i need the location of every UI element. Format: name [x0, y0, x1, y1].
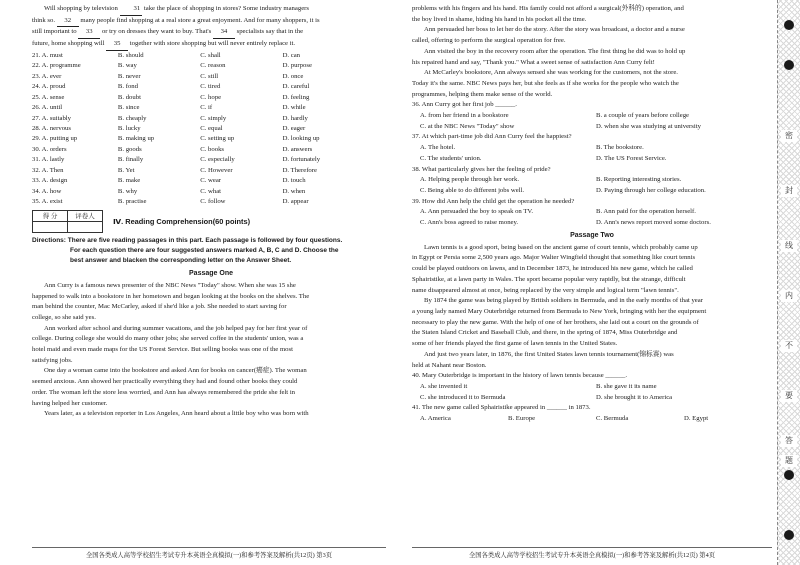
option-choice: C. books: [200, 145, 225, 153]
answer-choice: D. Paying through her college education.: [596, 186, 706, 194]
question-stem: 37. At which part-time job did Ann Curry feel the happiest?: [412, 133, 572, 141]
cloze-line: Will shopping by television 31 take the place of shopping in stores? Some industry managers: [32, 4, 390, 16]
passage-line: Ann visited the boy in the recovery room after the operation. The first thing he did was to hold up: [424, 47, 686, 55]
option-choice: C. what: [200, 187, 222, 195]
option-row: [32, 82, 390, 92]
option-choice: C. especially: [200, 156, 235, 164]
option-choice: C. setting up: [200, 135, 235, 143]
option-row: [32, 61, 390, 71]
passage-line: seemed anxious. Ann showed her practically everything they had and found other books they could: [32, 378, 298, 386]
answer-row: [412, 186, 772, 197]
option-choice: B. goods: [117, 145, 142, 153]
option-choice: B. fond: [117, 83, 138, 91]
option-choice: 23. A. ever: [32, 72, 62, 80]
passage-line: a young lady named Mary Outerbridge returned from Bermuda to New York, bringing with her the equipment: [412, 307, 707, 315]
passage-line: could be played outdoors on lawns, and in December 1873, he introduced his new game, which he called: [412, 265, 693, 273]
option-choice: B. finally: [117, 156, 144, 164]
option-choice: C. However: [200, 166, 233, 174]
cloze-options: [32, 51, 390, 208]
option-choice: D. can: [282, 51, 301, 59]
score-table: [32, 210, 103, 233]
option-choice: B. cheaply: [117, 114, 147, 122]
option-choice: D. while: [282, 104, 306, 112]
directions: [32, 236, 390, 267]
answer-choice: D. The US Forest Service.: [596, 154, 667, 162]
option-choice: 34. A. how: [32, 187, 62, 195]
question-stem: 40. Mary Outerbridge is important in the history of lawn tennis because ______.: [412, 372, 628, 380]
seal-char: 不: [781, 340, 797, 352]
option-row: [32, 145, 390, 155]
passage-one-continued: [412, 4, 772, 100]
option-choice: B. Yet: [117, 166, 135, 174]
option-choice: D. Therefore: [282, 166, 317, 174]
option-choice: 29. A. putting up: [32, 135, 78, 143]
answer-choice: D. she brought it to America: [596, 393, 673, 401]
cloze-line: still important to 33 or try on dresses they want to buy. That's 34 specialists say that in the: [32, 27, 390, 39]
option-choice: 32. A. Then: [32, 166, 64, 174]
answer-choice: B. The bookstore.: [596, 144, 644, 152]
answer-choice: C. Being able to do different jobs well.: [420, 186, 525, 194]
option-choice: C. follow: [200, 198, 226, 206]
passage-line: One day a woman came into the bookstore and asked Ann for books on cancer(癌症). The woman: [44, 367, 307, 375]
passage-line: At McCarley's bookstore, Ann always sensed she was working for the customers, not the store.: [424, 69, 678, 77]
passage-line: in Egypt or Persia some 2,500 years ago. Major Walter Wingfield thought that something like court tennis: [412, 254, 696, 262]
passage-line: man behind the counter, Mac McCarley, asked if she'd like a job. She needed to start saving for: [32, 303, 287, 311]
option-choice: 26. A. until: [32, 104, 63, 112]
seal-char: 答: [781, 435, 797, 447]
option-choice: 21. A. must: [32, 51, 63, 59]
question-stem: 41. The new game called Sphairistike appeared in ______ in 1873.: [412, 404, 591, 412]
option-choice: C. hope: [200, 93, 222, 101]
option-choice: 22. A. programme: [32, 62, 81, 70]
option-choice: B. doubt: [117, 93, 141, 101]
answer-row: [412, 111, 772, 122]
option-row: [32, 124, 390, 134]
option-row: [32, 93, 390, 103]
question-stem: 36. Ann Curry got her first job ______.: [412, 101, 517, 109]
directions-line: Directions: There are five reading passages in this part. Each passage is followed by four questions.: [32, 236, 343, 244]
passage-line: By 1874 the game was being played by British soldiers in Bermuda, and in the early months of that year: [424, 297, 703, 305]
answer-choice: C. at the NBC News "Today" show: [420, 122, 515, 130]
seal-dot: [784, 530, 794, 540]
answer-row: [412, 382, 772, 393]
seal-char: 密: [781, 130, 797, 142]
option-choice: 30. A. orders: [32, 145, 67, 153]
option-row: [32, 103, 390, 113]
cloze-blank: 35: [106, 39, 128, 51]
answer-choice: D. Egypt: [684, 415, 709, 423]
passage-line: having helped her customer.: [32, 399, 108, 407]
cloze-line: future, home shopping will 35 together with store shopping but will never entirely replace it.: [32, 39, 390, 51]
page-footer-left: 全国各类成人高等学校招生考试专升本英语全真模拟(一)和参考答案及解析(共12页) 第3页: [32, 547, 386, 559]
cloze-blank: 32: [57, 16, 79, 28]
answer-choice: D. when she was studying at university: [596, 122, 701, 130]
score-box-row: [32, 210, 390, 233]
option-choice: 27. A. suitably: [32, 114, 72, 122]
passage-line: Ann Curry is a famous news presenter of the NBC News "Today" show. When she was 15 she: [44, 281, 296, 289]
option-choice: B. lucky: [117, 124, 141, 132]
seal-char: 线: [781, 240, 797, 252]
cloze-line: think so. 32 many people find shopping at a real store a great enjoyment. And for many shoppers, it is: [32, 16, 390, 28]
option-choice: 28. A. nervous: [32, 124, 72, 132]
score-cell: [33, 221, 68, 232]
seal-char: 要: [781, 390, 797, 402]
option-choice: D. answers: [282, 145, 313, 153]
seal-dot: [784, 20, 794, 30]
answer-row: [412, 154, 772, 165]
option-choice: C. shall: [200, 51, 221, 59]
seal-char: 内: [781, 290, 797, 302]
option-choice: C. wear: [200, 177, 222, 185]
answer-choice: B. a couple of years before college: [596, 112, 690, 120]
seal-dot: [784, 470, 794, 480]
option-choice: D. looking up: [282, 135, 320, 143]
answer-choice: A. America: [420, 415, 451, 423]
passage-line: happened to walk into a bookstore in her hometown and began looking at the books on the shelves. The: [32, 292, 310, 300]
option-choice: 31. A. lastly: [32, 156, 65, 164]
option-choice: D. hardly: [282, 114, 308, 122]
passage-line: problems with his fingers and his hand. His family could not afford a surgical(外科的) operation, and: [412, 5, 684, 12]
option-choice: 33. A. design: [32, 177, 68, 185]
questions-36-39: [412, 100, 772, 228]
passage-line: order. The woman left the store less worried, and Ann has always remembered the pride she felt in: [32, 388, 296, 396]
option-choice: B. should: [117, 51, 144, 59]
option-choice: D. once: [282, 72, 304, 80]
answer-row: [412, 122, 772, 133]
option-row: [32, 134, 390, 144]
answer-row: [412, 393, 772, 404]
answer-choice: C. Bermuda: [596, 415, 629, 423]
passage-line: held at Nahant near Boston.: [412, 361, 487, 369]
passage-line: satisfying jobs.: [32, 356, 73, 364]
seal-char: 题: [781, 455, 797, 467]
marker-label: 评卷人: [68, 210, 103, 221]
option-row: [32, 176, 390, 186]
option-choice: 25. A. sense: [32, 93, 65, 101]
option-choice: D. purpose: [282, 62, 312, 70]
right-page: [400, 0, 778, 565]
seal-line-strip: [777, 0, 800, 565]
passage-line: name disappeared almost at once, being replaced by the very simple and logical term "lawn tennis".: [412, 286, 679, 294]
answer-choice: C. The students' union.: [420, 154, 482, 162]
option-row: [32, 166, 390, 176]
option-row: [32, 197, 390, 207]
passage-line: the Staten Island Cricket and Baseball Club, and there, in the spring of 1874, Miss Outerbridge and: [412, 329, 678, 337]
answer-row: [412, 143, 772, 154]
answer-row: [412, 414, 772, 425]
passage-two-title: Passage Two: [570, 231, 614, 239]
passage-line: Ann worked after school and during summer vacations, and the job helped pay for her first year of: [44, 324, 308, 332]
answer-choice: B. Ann paid for the operation herself.: [596, 208, 696, 216]
answer-row: [412, 207, 772, 218]
questions-40-41: [412, 371, 772, 425]
section-title: Ⅳ. Reading Comprehension(60 points): [113, 216, 251, 226]
option-choice: B. making up: [117, 135, 155, 143]
seal-char: 封: [781, 185, 797, 197]
passage-line: Today it's the same. NBC News pays her, but she feels as if she works for the people who watch the: [412, 79, 679, 87]
option-choice: D. fortunately: [282, 156, 321, 164]
option-row: [32, 114, 390, 124]
passage-one-title: Passage One: [189, 269, 233, 277]
passage-line: Sphairistike, at a lawn party in Wales. The sport became popular very rapidly, but the strange, difficult: [412, 275, 686, 283]
question-stem: 38. What particularly gives her the feeling of pride?: [412, 165, 551, 173]
answer-choice: D. Ann's news report moved some doctors.: [596, 219, 711, 227]
option-choice: D. touch: [282, 177, 306, 185]
answer-choice: C. Ann's boss agreed to raise money.: [420, 219, 519, 227]
answer-choice: B. she gave it its name: [596, 382, 657, 390]
option-choice: D. feeling: [282, 93, 310, 101]
option-choice: D. appear: [282, 198, 309, 206]
passage-line: necessary to play the new game. With the help of one of her brothers, she laid out a court on the grounds of: [412, 318, 699, 326]
passage-line: Ann persuaded her boss to let her do the story. After the story was broadcast, a doctor and a nurse: [424, 26, 685, 34]
passage-line: Lawn tennis is a good sport, being based on the ancient game of court tennis, which probably came up: [424, 243, 698, 251]
passage-line: some of her friends played the first game of lawn tennis in the United States.: [412, 340, 618, 348]
cloze-blank: 34: [213, 27, 235, 39]
passage-line: college. During college she would do many other jobs; she served coffee in the students' union, was a: [32, 335, 304, 343]
option-choice: B. never: [117, 72, 141, 80]
seal-dot: [784, 60, 794, 70]
directions-line: best answer and blacken the corresponding letter on the Answer Sheet.: [70, 257, 292, 265]
answer-choice: B. Europe: [508, 415, 536, 423]
option-choice: C. if: [200, 104, 213, 112]
answer-choice: A. The hotel.: [420, 144, 456, 152]
cloze-blank: 31: [120, 4, 143, 16]
option-choice: D. eager: [282, 124, 306, 132]
option-choice: C. equal: [200, 124, 223, 132]
directions-line: For each question there are four suggested answers marked A, B, C and D. Choose the: [70, 247, 339, 255]
answer-row: [412, 218, 772, 229]
option-choice: 24. A. proud: [32, 83, 66, 91]
option-choice: B. why: [117, 187, 138, 195]
option-choice: C. tired: [200, 83, 221, 91]
page-footer-right: 全国各类成人高等学校招生考试专升本英语全真模拟(一)和参考答案及解析(共12页) 第4页: [412, 547, 772, 559]
answer-choice: A. from her friend in a bookstore: [420, 112, 509, 120]
passage-line: his repaired hand and say, "Thank you." What a sweet sense of satisfaction Ann Curry felt!: [412, 58, 655, 66]
passage-one-text: [32, 281, 390, 420]
answer-choice: A. Ann persuaded the boy to speak on TV.: [420, 208, 534, 216]
passage-line: the boy lived in shame, hiding his hand in his pocket all the time.: [412, 15, 587, 23]
answer-row: [412, 175, 772, 186]
answer-choice: A. she invented it: [420, 382, 468, 390]
option-choice: C. still: [200, 72, 219, 80]
option-choice: B. way: [117, 62, 137, 70]
passage-line: And just two years later, in 1876, the first United States lawn tennis tournament(锦标赛) was: [424, 350, 674, 358]
option-choice: B. make: [117, 177, 141, 185]
option-choice: B. since: [117, 104, 140, 112]
option-row: [32, 51, 390, 61]
option-row: [32, 72, 390, 82]
passage-line: hotel maid and even made maps for the US Forest Service. But selling books was one of the most: [32, 346, 293, 354]
passage-line: college, so she said yes.: [32, 313, 96, 321]
option-choice: D. when: [282, 187, 306, 195]
option-choice: D. careful: [282, 83, 310, 91]
answer-choice: C. she introduced it to Bermuda: [420, 393, 506, 401]
passage-two-text: [412, 243, 772, 371]
option-row: [32, 155, 390, 165]
option-choice: B. practise: [117, 198, 147, 206]
passage-line: programmes, helping them make sense of the world.: [412, 90, 553, 98]
cloze-passage: [32, 4, 390, 51]
answer-choice: A. Helping people through her work.: [420, 176, 519, 184]
option-choice: 35. A. exist: [32, 198, 63, 206]
passage-line: Years later, as a television reporter in Los Angeles, Ann heard about a little boy who was born with: [44, 410, 309, 418]
option-row: [32, 187, 390, 197]
option-choice: C. simply: [200, 114, 227, 122]
passage-line: called, offering to perform the surgical operation for free.: [412, 37, 566, 45]
marker-cell: [68, 221, 103, 232]
cloze-blank: 33: [78, 27, 100, 39]
answer-choice: B. Reporting interesting stories.: [596, 176, 682, 184]
option-choice: C. reason: [200, 62, 226, 70]
score-label: 得 分: [33, 210, 68, 221]
question-stem: 39. How did Ann help the child get the operation he needed?: [412, 197, 575, 205]
